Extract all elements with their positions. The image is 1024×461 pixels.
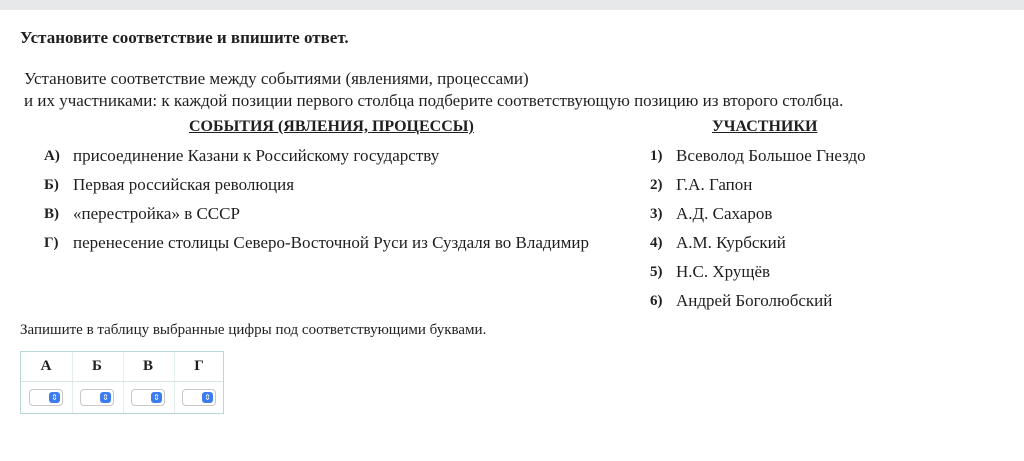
answer-select-v[interactable]	[131, 389, 165, 406]
participant-text: Андрей Боголюбский	[676, 291, 833, 310]
table-divider	[72, 352, 73, 413]
participant-key: 6)	[650, 293, 663, 309]
participants-column-title: УЧАСТНИКИ	[712, 118, 818, 135]
event-key: Г)	[44, 235, 59, 251]
answer-select-g[interactable]	[182, 389, 216, 406]
instructions-line-1: Установите соответствие между событиями (явлениями, процессами)	[24, 69, 529, 88]
answer-instructions: Запишите в таблицу выбранные цифры под соответствующими буквами.	[20, 322, 487, 338]
table-divider	[174, 352, 175, 413]
participant-text: Всеволод Большое Гнездо	[676, 146, 866, 165]
table-divider	[123, 352, 124, 413]
task-heading: Установите соответствие и впишите ответ.	[20, 28, 349, 47]
event-text: «перестройка» в СССР	[73, 204, 240, 223]
answer-header-b: Б	[92, 358, 102, 374]
participant-key: 2)	[650, 177, 663, 193]
participant-key: 5)	[650, 264, 663, 280]
answer-select-a[interactable]	[29, 389, 63, 406]
event-text: присоединение Казани к Российскому государству	[73, 146, 440, 165]
answer-header-a: А	[40, 358, 52, 374]
participant-text: А.Д. Сахаров	[676, 204, 773, 223]
participant-text: Н.С. Хрущёв	[676, 262, 771, 281]
participant-key: 4)	[650, 235, 663, 251]
top-bar	[0, 0, 1024, 10]
event-key: В)	[44, 206, 59, 222]
answer-header-g: Г	[194, 358, 204, 374]
up-down-arrows-icon: ⇕	[202, 392, 213, 403]
events-column-title: СОБЫТИЯ (ЯВЛЕНИЯ, ПРОЦЕССЫ)	[189, 118, 474, 135]
table-header-divider	[21, 381, 223, 382]
event-text: Первая российская революция	[73, 175, 295, 194]
answer-header-v: В	[142, 358, 153, 374]
instructions-line-2: и их участниками: к каждой позиции первого столбца подберите соответствующую позицию из второго столбца.	[24, 91, 844, 110]
task-instructions	[24, 68, 843, 112]
up-down-arrows-icon: ⇕	[100, 392, 111, 403]
participant-text: А.М. Курбский	[676, 233, 786, 252]
up-down-arrows-icon: ⇕	[49, 392, 60, 403]
event-text: перенесение столицы Северо-Восточной Руси из Суздаля во Владимир	[73, 233, 589, 252]
event-key: Б)	[44, 177, 59, 193]
up-down-arrows-icon: ⇕	[151, 392, 162, 403]
participant-key: 1)	[650, 148, 663, 164]
participant-text: Г.А. Гапон	[676, 175, 753, 194]
event-key: А)	[44, 148, 60, 164]
participant-key: 3)	[650, 206, 663, 222]
answer-select-b[interactable]	[80, 389, 114, 406]
answer-table	[20, 351, 224, 414]
